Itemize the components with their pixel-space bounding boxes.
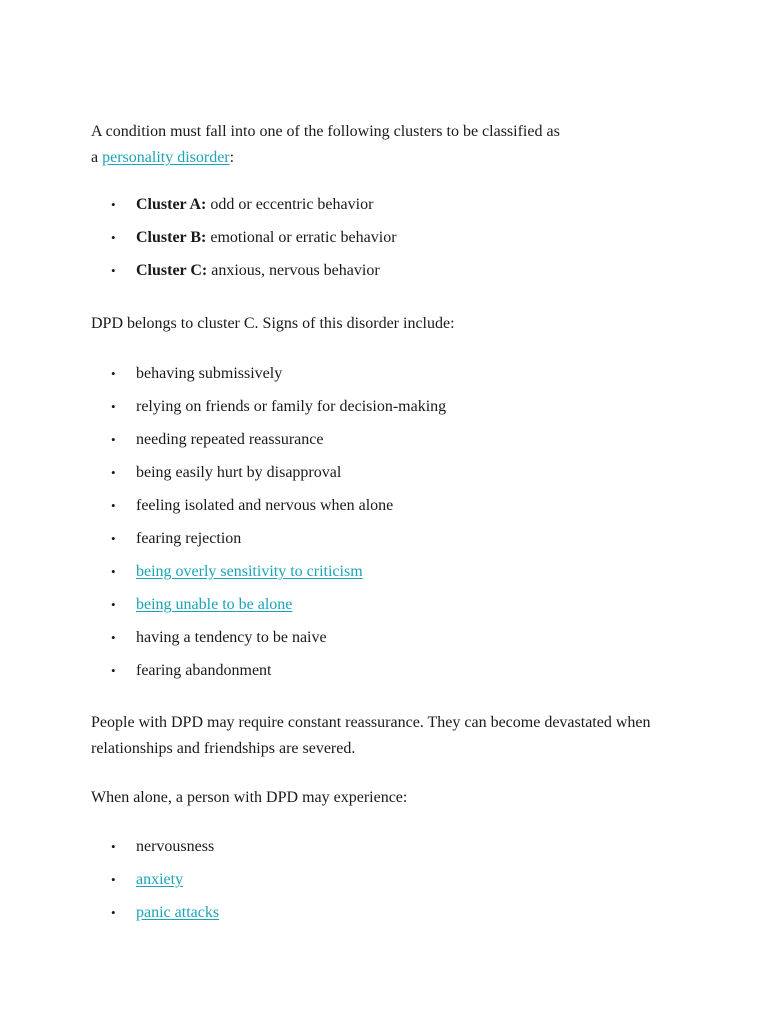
sign-text: having a tendency to be naive bbox=[136, 629, 327, 646]
list-item bbox=[91, 561, 671, 594]
list-item bbox=[91, 363, 671, 396]
article-body bbox=[91, 119, 671, 935]
list-item bbox=[91, 462, 671, 495]
bullet-icon: • bbox=[111, 366, 116, 381]
bullet-icon: • bbox=[111, 597, 116, 612]
cluster-list bbox=[91, 194, 671, 293]
sign-text: behaving submissively bbox=[136, 365, 283, 382]
list-item bbox=[91, 660, 671, 693]
list-item bbox=[91, 902, 671, 935]
unable-to-be-alone-link[interactable]: being unable to be alone bbox=[136, 596, 293, 613]
bullet-icon: • bbox=[111, 839, 116, 854]
intro-prefix: a bbox=[91, 149, 103, 166]
list-item-cluster-c bbox=[91, 260, 671, 293]
list-item bbox=[91, 836, 671, 869]
alone-experience-list bbox=[91, 836, 671, 935]
list-item bbox=[91, 627, 671, 660]
sign-text: feeling isolated and nervous when alone bbox=[136, 497, 394, 514]
sign-text: relying on friends or family for decision-making bbox=[136, 398, 447, 415]
sign-text: needing repeated reassurance bbox=[136, 431, 324, 448]
bullet-icon: • bbox=[111, 872, 116, 887]
list-item bbox=[91, 429, 671, 462]
intro-text: A condition must fall into one of the following clusters to be classified as bbox=[91, 123, 560, 140]
bullet-icon: • bbox=[111, 663, 116, 678]
list-item bbox=[91, 396, 671, 429]
bullet-icon: • bbox=[111, 564, 116, 579]
bullet-icon: • bbox=[111, 531, 116, 546]
list-item bbox=[91, 594, 671, 627]
intro-suffix: : bbox=[229, 149, 235, 166]
bullet-icon: • bbox=[111, 399, 116, 414]
cluster-label: Cluster B: bbox=[136, 229, 207, 246]
sign-text: being easily hurt by disapproval bbox=[136, 464, 342, 481]
sign-text: fearing abandonment bbox=[136, 662, 272, 679]
list-item-cluster-b bbox=[91, 227, 671, 260]
list-item-cluster-a bbox=[91, 194, 671, 227]
signs-intro-paragraph: DPD belongs to cluster C. Signs of this disorder include: bbox=[91, 315, 455, 332]
cluster-label: Cluster A: bbox=[136, 196, 207, 213]
experience-text: nervousness bbox=[136, 838, 215, 855]
criticism-sensitivity-link[interactable]: being overly sensitivity to criticism bbox=[136, 563, 363, 580]
bullet-icon: • bbox=[111, 498, 116, 513]
alone-intro-paragraph: When alone, a person with DPD may experience: bbox=[91, 789, 408, 806]
intro-paragraph bbox=[91, 119, 671, 171]
bullet-icon: • bbox=[111, 905, 116, 920]
personality-disorder-link[interactable]: personality disorder bbox=[102, 149, 230, 166]
reassurance-paragraph: People with DPD may require constant reassurance. They can become devastated when relationships and friendships are severed. bbox=[91, 714, 651, 757]
anxiety-link[interactable]: anxiety bbox=[136, 871, 184, 888]
bullet-icon: • bbox=[111, 432, 116, 447]
bullet-icon: • bbox=[111, 230, 116, 245]
list-item bbox=[91, 528, 671, 561]
cluster-text: odd or eccentric behavior bbox=[206, 196, 374, 213]
signs-list bbox=[91, 363, 671, 693]
cluster-text: emotional or erratic behavior bbox=[206, 229, 397, 246]
bullet-icon: • bbox=[111, 197, 116, 212]
bullet-icon: • bbox=[111, 465, 116, 480]
cluster-text: anxious, nervous behavior bbox=[207, 262, 380, 279]
cluster-label: Cluster C: bbox=[136, 262, 208, 279]
list-item bbox=[91, 495, 671, 528]
list-item bbox=[91, 869, 671, 902]
sign-text: fearing rejection bbox=[136, 530, 242, 547]
panic-attacks-link[interactable]: panic attacks bbox=[136, 904, 220, 921]
bullet-icon: • bbox=[111, 630, 116, 645]
bullet-icon: • bbox=[111, 263, 116, 278]
